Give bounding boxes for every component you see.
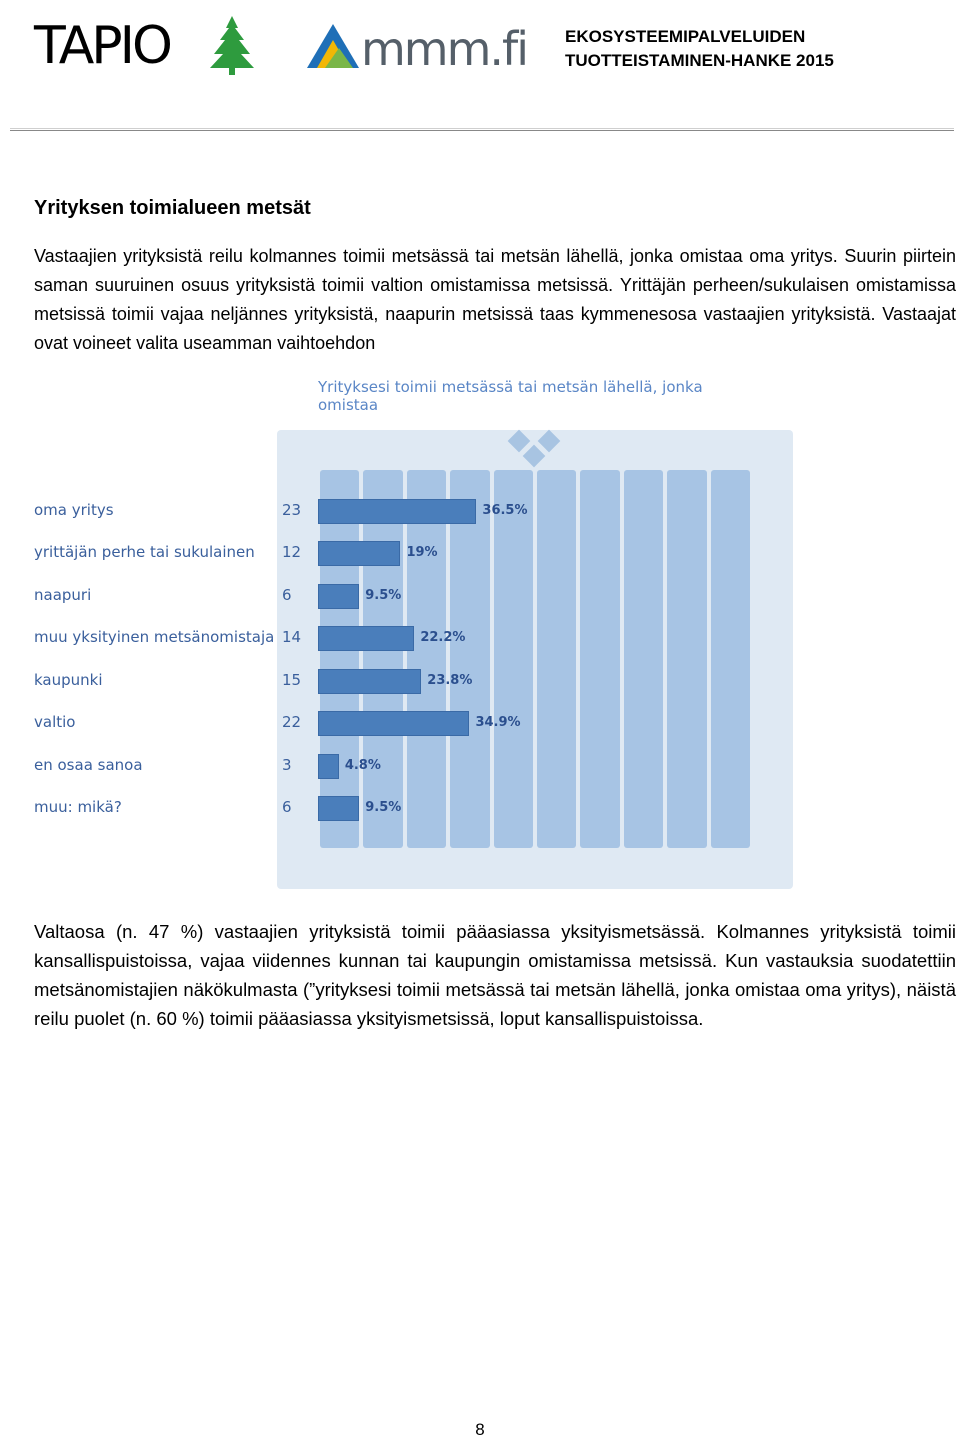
chart-title: Yrityksesi toimii metsässä tai metsän lähellä, jonka omistaa <box>318 378 703 414</box>
category-label: naapuri <box>34 586 92 604</box>
category-label: muu: mikä? <box>34 798 122 816</box>
header-title <box>565 25 834 73</box>
category-label: valtio <box>34 713 76 731</box>
value-label: 19% <box>406 545 438 560</box>
summary-paragraph: Valtaosa (n. 47 %) vastaajien yrityksistä toimii pääasiassa yksityismetsässä. Kolmannes yrityksistä toimii kansallispuistoissa, vajaa viidennes kunnan tai kaupungin omistamissa metsissä. Kun vastauksia suodatettiin metsänomistajien näkökulmasta (”yrityksesi toimii metsässä tai metsän lähellä, jonka omistaa oma yritys), näistä reilu puolet (n. 60 %) toimii pääasiassa yksityismetsissä, loput kansallispuistoissa. <box>34 921 956 1029</box>
chart-bar <box>318 669 421 694</box>
chart-grid-column <box>363 470 402 848</box>
tapio-logo-text: TAPIO <box>34 16 170 76</box>
chart-grid-column <box>624 470 663 848</box>
header-title-line1: EKOSYSTEEMIPALVELUIDEN <box>565 27 806 46</box>
page-number: 8 <box>475 1420 485 1439</box>
header-divider <box>10 130 954 131</box>
chart-bar <box>318 796 359 821</box>
chart-bar <box>318 584 359 609</box>
chart-grid-column <box>580 470 619 848</box>
value-label: 22.2% <box>420 630 466 645</box>
mmm-mountain-icon <box>303 18 363 74</box>
category-label: en osaa sanoa <box>34 756 143 774</box>
value-label: 4.8% <box>344 758 381 773</box>
chart-grid-column <box>537 470 576 848</box>
chart-grid-column <box>494 470 533 848</box>
mmm-logo-text: mmm.fi <box>361 22 528 76</box>
count-label: 6 <box>282 586 292 604</box>
chart-bar <box>318 499 476 524</box>
chart-grid-column <box>320 470 359 848</box>
chart-grid-column <box>407 470 446 848</box>
value-label: 9.5% <box>365 800 402 815</box>
count-label: 15 <box>282 671 302 689</box>
count-label: 12 <box>282 543 302 561</box>
category-label: oma yritys <box>34 501 114 519</box>
count-label: 6 <box>282 798 292 816</box>
section-heading: Yrityksen toimialueen metsät <box>34 197 311 219</box>
count-label: 14 <box>282 628 302 646</box>
tree-icon <box>194 14 266 76</box>
count-label: 23 <box>282 501 302 519</box>
chart-grid-column <box>711 470 750 848</box>
count-label: 3 <box>282 756 292 774</box>
chart-bar <box>318 754 339 779</box>
chart-bar <box>318 541 400 566</box>
chart-bar <box>318 711 469 736</box>
chart-plot-area <box>318 470 752 848</box>
value-label: 34.9% <box>475 715 521 730</box>
value-label: 9.5% <box>365 588 402 603</box>
chart-grid-column <box>667 470 706 848</box>
category-label: muu yksityinen metsänomistaja <box>34 628 275 646</box>
value-label: 23.8% <box>427 673 473 688</box>
value-label: 36.5% <box>482 503 528 518</box>
intro-paragraph: Vastaajien yrityksistä reilu kolmannes toimii metsässä tai metsän lähellä, jonka omistaa oma yritys. Suurin piirtein saman suuruinen osuus yrityksistä toimii valtion omistamissa metsissä. Yrittäjän perheen/sukulaisen omistamissa metsissä toimii vajaa neljännes yrityksistä, naapurin metsissä taas kymmenesosa vastaajien yrityksistä. Vastaajat ovat voineet valita useamman vaihtoehdon <box>34 246 956 353</box>
header-divider-light <box>10 128 954 129</box>
count-label: 22 <box>282 713 302 731</box>
tapio-logo <box>34 14 234 76</box>
header-title-line2: TUOTTEISTAMINEN-HANKE 2015 <box>565 51 834 70</box>
mmm-logo <box>303 18 528 76</box>
chart-bar <box>318 626 414 651</box>
category-label: kaupunki <box>34 671 103 689</box>
chart-grid-column <box>450 470 489 848</box>
category-label: yrittäjän perhe tai sukulainen <box>34 543 255 561</box>
